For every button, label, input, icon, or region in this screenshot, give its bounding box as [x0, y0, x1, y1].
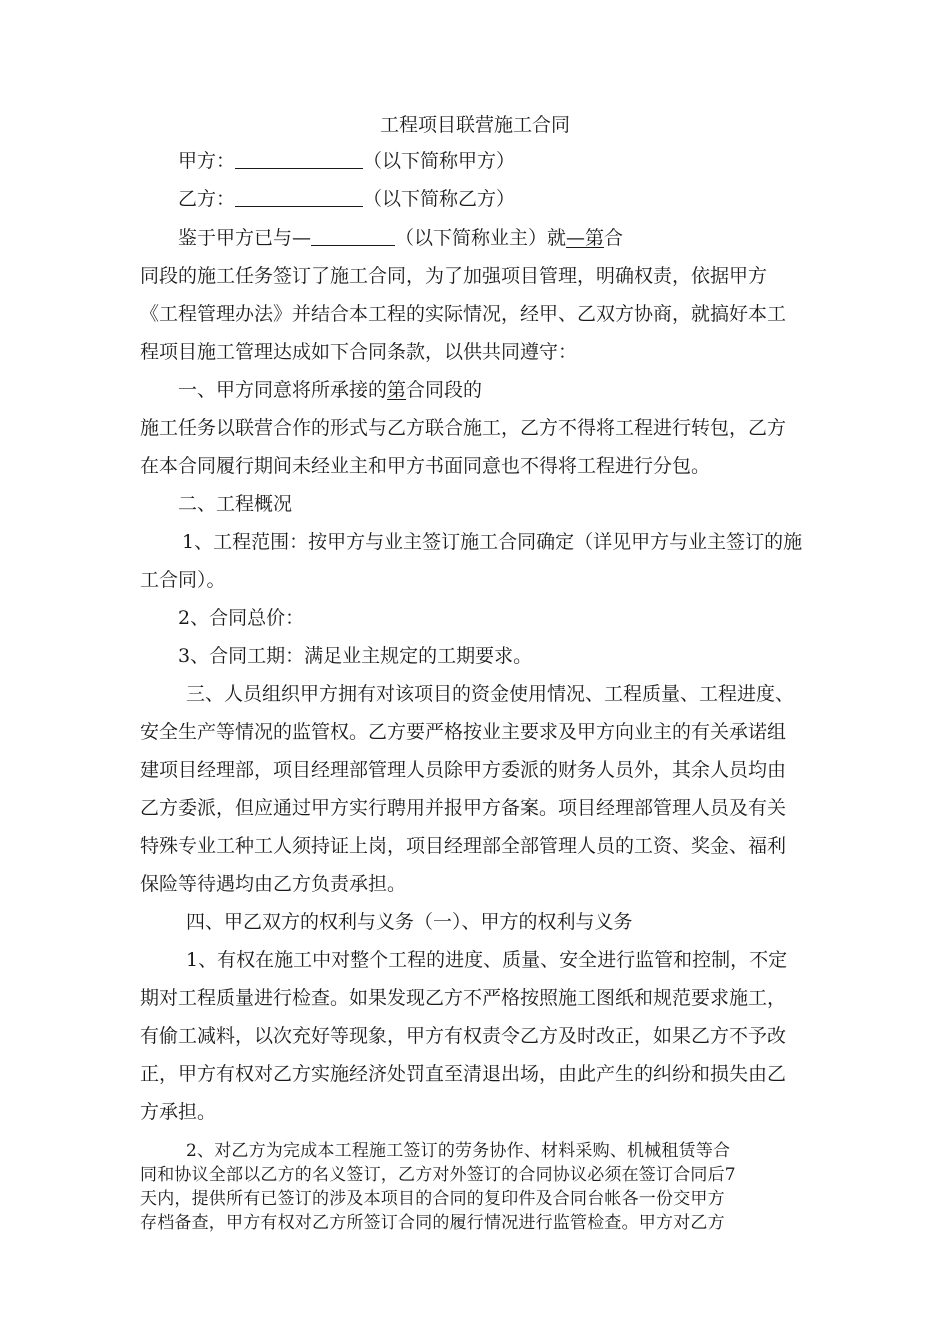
- sec1-text: 合同段的: [406, 379, 483, 401]
- sec1-line-1: [178, 378, 858, 402]
- sec2-item3: 3、合同工期：满足业主规定的工期要求。: [178, 645, 533, 667]
- sec1-underlined: 第: [387, 379, 407, 401]
- party-a-note: （以下简称甲方）: [363, 150, 516, 172]
- party-a-line: [178, 149, 858, 173]
- sec1-line-3: 在本合同履行期间未经业主和甲方书面同意也不得将工程进行分包。: [140, 455, 711, 477]
- intro-underlined: —第: [566, 227, 605, 249]
- sec4-item2-line-1: 2、对乙方为完成本工程施工签订的劳务协作、材料采购、机械租赁等合: [186, 1141, 731, 1161]
- sec4-item2-line-2: 同和协议全部以乙方的名义签订，乙方对外签订的合同协议必须在签订合同后7: [140, 1165, 736, 1185]
- party-b-blank: [235, 188, 363, 207]
- party-a-label: 甲方：: [178, 150, 236, 172]
- sec3-line-6: 保险等待遇均由乙方负责承担。: [140, 873, 407, 895]
- sec2-heading: 二、工程概况: [178, 493, 293, 515]
- intro-line-1: [178, 226, 858, 250]
- sec4-heading: 四、甲乙双方的权利与义务（一）、甲方的权利与义务: [186, 911, 633, 933]
- sec2-item2: 2、合同总价：: [178, 607, 305, 629]
- sec4-item1-line-5: 方承担。: [140, 1101, 217, 1123]
- sec3-line-1: 三、人员组织甲方拥有对该项目的资金使用情况、工程质量、工程进度、: [186, 683, 795, 705]
- party-b-label: 乙方：: [178, 188, 236, 210]
- intro-text: 鉴于甲方已与—: [178, 227, 312, 249]
- sec4-item1-line-4: 正，甲方有权对乙方实施经济处罚直至清退出场，由此产生的纠纷和损失由乙: [140, 1063, 787, 1085]
- sec1-text: 一、甲方同意将所承接的: [178, 379, 388, 401]
- intro-line-4: 程项目施工管理达成如下合同条款，以供共同遵守：: [140, 341, 578, 363]
- intro-text: （以下简称业主）就: [395, 227, 567, 249]
- sec4-item1-line-2: 期对工程质量进行检查。如果发现乙方不严格按照施工图纸和规范要求施工，: [140, 987, 787, 1009]
- sec2-item1-line-2: 工合同）。: [140, 569, 226, 591]
- document-title: 工程项目联营施工合同: [379, 114, 570, 136]
- sec4-item2-line-4: 存档备查，甲方有权对乙方所签订合同的履行情况进行监管检查。甲方对乙方: [140, 1213, 725, 1233]
- intro-line-2: 同段的施工任务签订了施工合同，为了加强项目管理，明确权责，依据甲方: [140, 265, 768, 287]
- intro-line-3: 《工程管理办法》并结合本工程的实际情况，经甲、乙双方协商，就搞好本工: [140, 303, 787, 325]
- sec4-item1-line-3: 有偷工减料，以次充好等现象，甲方有权责令乙方及时改正，如果乙方不予改: [140, 1025, 787, 1047]
- party-b-note: （以下简称乙方）: [363, 188, 516, 210]
- party-b-line: [178, 187, 858, 211]
- intro-text: 合: [604, 227, 624, 249]
- sec3-line-2: 安全生产等情况的监管权。乙方要严格按业主要求及甲方向业主的有关承诺组: [140, 721, 787, 743]
- sec1-line-2: 施工任务以联营合作的形式与乙方联合施工，乙方不得将工程进行转包，乙方: [140, 417, 787, 439]
- party-a-blank: [235, 150, 363, 169]
- owner-blank: [311, 227, 395, 246]
- sec4-item1-line-1: 1、有权在施工中对整个工程的进度、质量、安全进行监管和控制，不定: [186, 949, 788, 971]
- sec3-line-4: 乙方委派，但应通过甲方实行聘用并报甲方备案。项目经理部管理人员及有关: [140, 797, 787, 819]
- sec4-item2-line-3: 天内，提供所有已签订的涉及本项目的合同的复印件及合同台帐各一份交甲方: [140, 1189, 725, 1209]
- sec3-line-3: 建项目经理部，项目经理部管理人员除甲方委派的财务人员外，其余人员均由: [140, 759, 787, 781]
- sec3-line-5: 特殊专业工种工人须持证上岗，项目经理部全部管理人员的工资、奖金、福利: [140, 835, 787, 857]
- sec2-item1-line-1: 1、工程范围：按甲方与业主签订施工合同确定（详见甲方与业主签订的施: [182, 531, 803, 553]
